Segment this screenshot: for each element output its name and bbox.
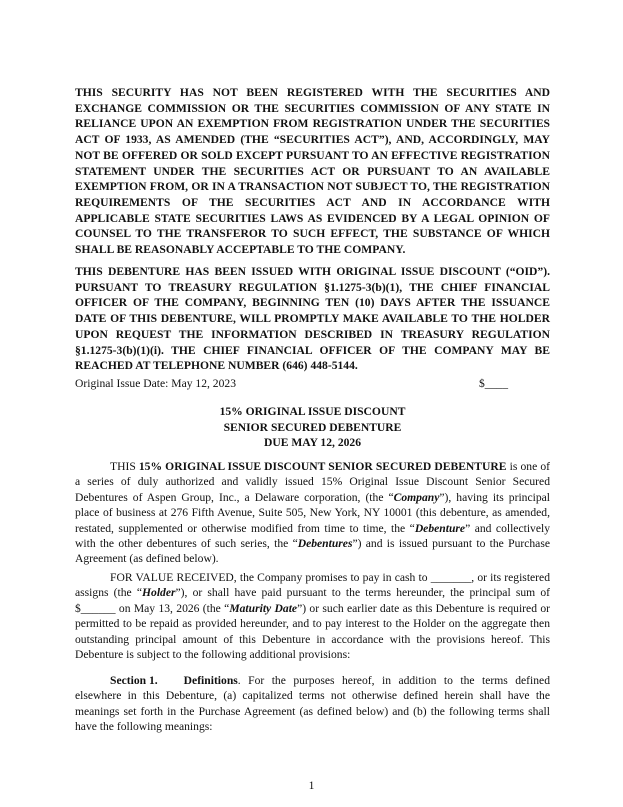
issue-date: Original Issue Date: May 12, 2023: [75, 377, 236, 390]
title-line: DUE MAY 12, 2026: [263, 436, 362, 450]
intro-paragraph: THIS 15% ORIGINAL ISSUE DISCOUNT SENIOR SECURED DEBENTURE is one of a series of duly authorized and validly issued 15% Original Issue Discount Senior Secured Debentures of Aspen Group, Inc., a Delaware corporation, (the “Company”), having its principal place of business at 276 Fifth Avenue, Suite 505, New York, NY 10001 (this debenture, as amended, restated, supplemented or otherwise modified from time to time, the “Debenture” and collectively with the other debentures of such series, the “Debentures”) and is issued pursuant to the Purchase Agreement (as defined below).: [75, 460, 551, 566]
title-line: 15% ORIGINAL ISSUE DISCOUNT: [219, 405, 406, 418]
section-heading: Section 1. Definitions: [110, 674, 238, 687]
section-1-paragraph: Section 1. Definitions. For the purposes hereof, in addition to the terms defined elsewhere in this Debenture, (a) capitalized terms not otherwise defined herein shall have the meanings set forth in the Purchase Agreement (as defined below) and (b) the following terms shall have the following meanings:: [75, 674, 550, 734]
page-number: 1: [308, 779, 315, 792]
debenture-title: [75, 404, 550, 451]
amount-blank: $____: [479, 377, 508, 390]
securities-legend: THIS SECURITY HAS NOT BEEN REGISTERED WITH THE SECURITIES AND EXCHANGE COMMISSION OR THE SECURITIES COMMISSION OF ANY STATE IN RELIANCE UPON AN EXEMPTION FROM REGISTRATION UNDER THE SECURITIES ACT OF 1933, AS AMENDED (THE “SECURITIES ACT”), AND, ACCORDINGLY, MAY NOT BE OFFERED OR SOLD EXCEPT PURSUANT TO AN EFFECTIVE REGISTRATION STATEMENT UNDER THE SECURITIES ACT OR PURSUANT TO AN AVAILABLE EXEMPTION FROM, OR IN A TRANSACTION NOT SUBJECT TO, THE REGISTRATION REQUIREMENTS OF THE SECURITIES ACT AND IN ACCORDANCE WITH APPLICABLE STATE SECURITIES LAWS AS EVIDENCED BY A LEGAL OPINION OF COUNSEL TO THE TRANSFEROR TO SUCH EFFECT, THE SUBSTANCE OF WHICH SHALL BE REASONABLY ACCEPTABLE TO THE COMPANY.: [75, 86, 550, 257]
title-line: SENIOR SECURED DEBENTURE: [223, 420, 402, 434]
oid-legend: THIS DEBENTURE HAS BEEN ISSUED WITH ORIGINAL ISSUE DISCOUNT (“OID”). PURSUANT TO TREASURY REGULATION §1.1275-3(b)(1), THE CHIEF FINANCIAL OFFICER OF THE COMPANY, BEGINNING TEN (10) DAYS AFTER THE ISSUANCE DATE OF THIS DEBENTURE, WILL PROMPTLY MAKE AVAILABLE TO THE HOLDER UPON REQUEST THE INFORMATION DESCRIBED IN TREASURY REGULATION §1.1275-3(b)(1)(i). THE CHIEF FINANCIAL OFFICER OF THE COMPANY MAY BE REACHED AT TELEPHONE NUMBER (646) 448-5144.: [75, 265, 550, 373]
value-received-paragraph: FOR VALUE RECEIVED, the Company promises to pay in cash to _______, or its registered assigns (the “Holder”), or shall have paid pursuant to the terms hereunder, the principal sum of $______ on May 13, 2026 (the “Maturity Date”) or such earlier date as this Debenture is required or permitted to be repaid as provided hereunder, and to pay interest to the Holder on the aggregate then outstanding principal amount of this Debenture in accordance with the provisions hereof. This Debenture is subject to the following additional provisions:: [75, 571, 550, 662]
